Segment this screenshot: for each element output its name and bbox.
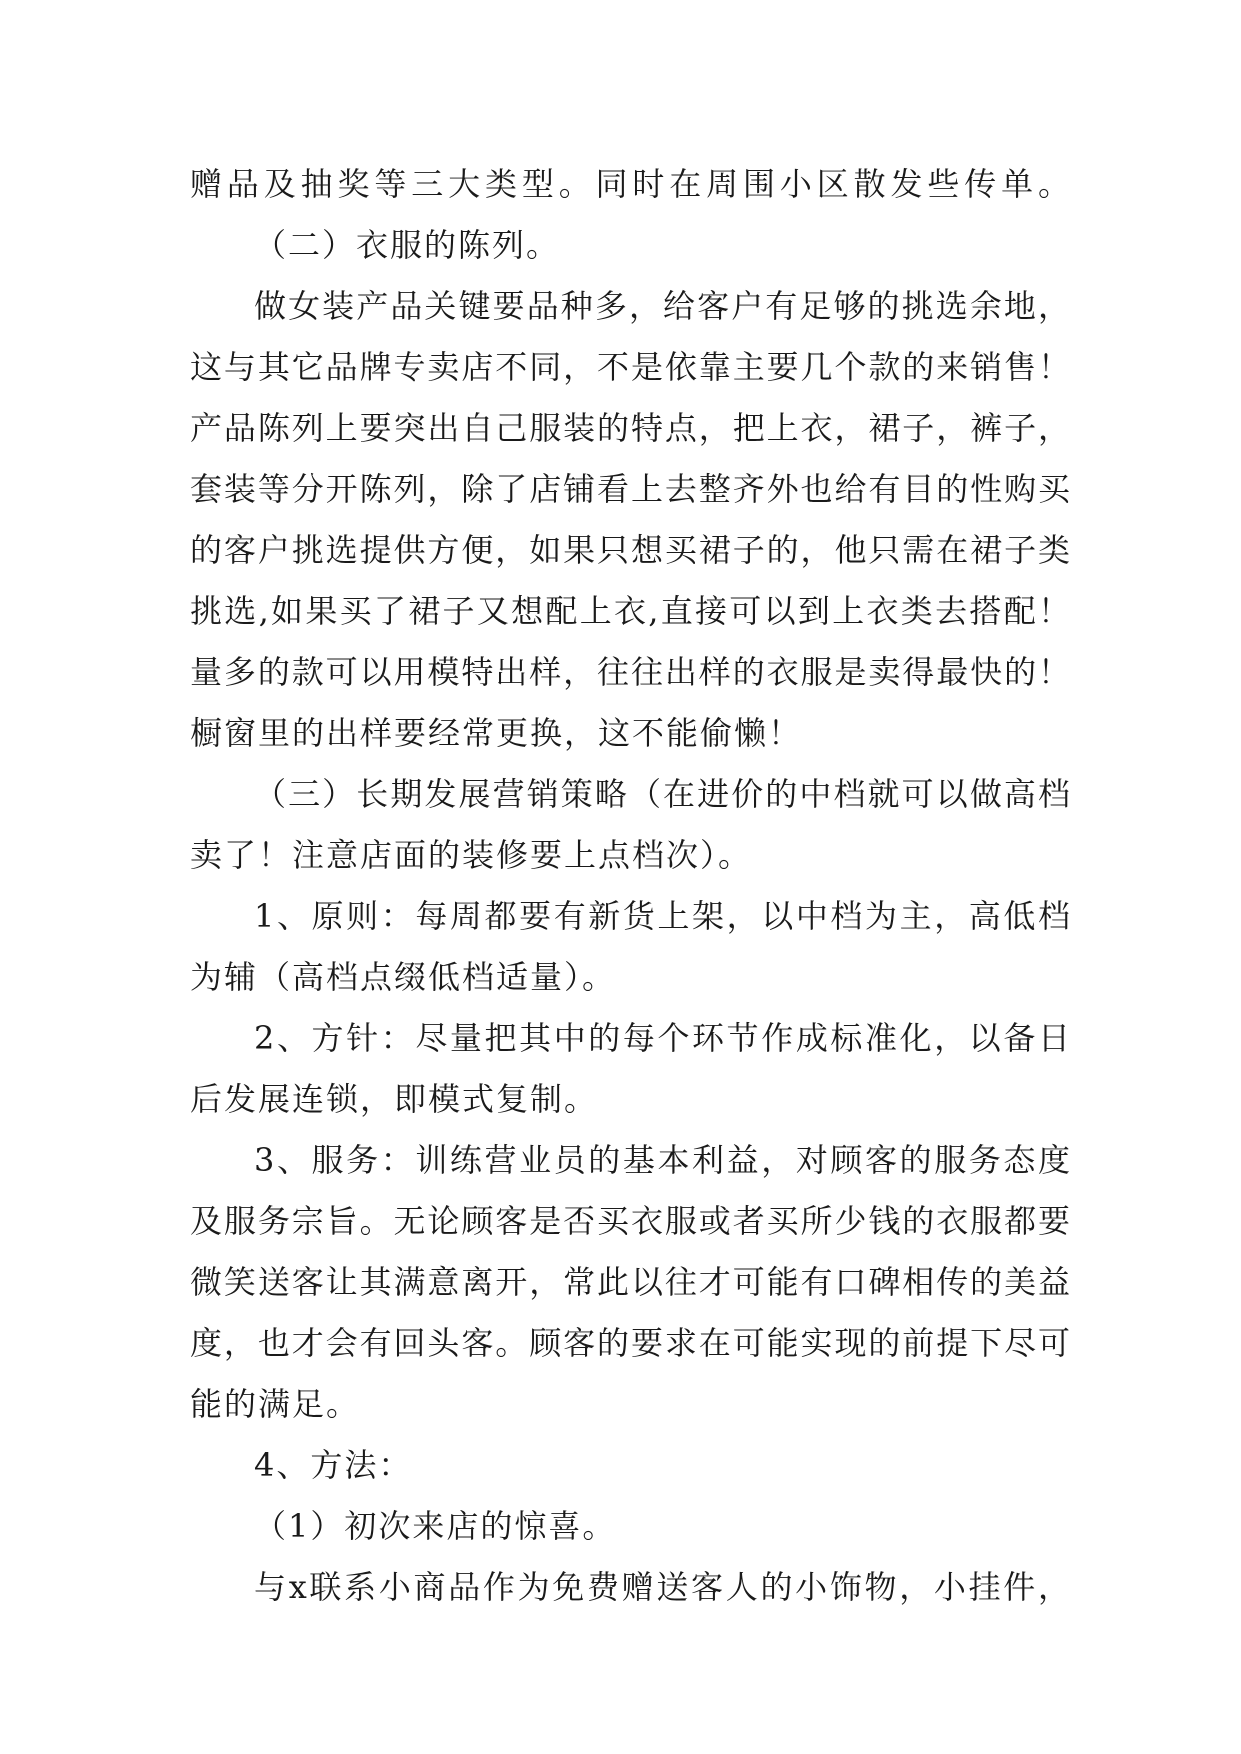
item-policy: 2、方针：尽量把其中的每个环节作成标准化，以备日 — [254, 1019, 1070, 1057]
text-line-4: 这与其它品牌专卖店不同，不是依靠主要几个款的来销售！ — [190, 348, 1070, 386]
item-method: 4、方法： — [254, 1446, 413, 1484]
text-line-20: 度，也才会有回头客。顾客的要求在可能实现的前提下尽可 — [190, 1324, 1070, 1362]
item-service: 3、服务：训练营业员的基本利益，对顾客的服务态度 — [254, 1141, 1070, 1179]
text-line-14: 为辅（高档点缀低档适量）。 — [190, 958, 617, 996]
sub-item-first-visit: （1）初次来店的惊喜。 — [254, 1507, 617, 1545]
text-line-1: 赠品及抽奖等三大类型。同时在周围小区散发些传单。 — [190, 165, 1070, 203]
text-line-5: 产品陈列上要突出自己服装的特点，把上衣，裙子，裤子， — [190, 409, 1070, 447]
section-heading-2: （二）衣服的陈列。 — [254, 226, 561, 264]
text-line-7: 的客户挑选提供方便，如果只想买裙子的，他只需在裙子类 — [190, 531, 1070, 569]
text-line-16: 后发展连锁，即模式复制。 — [190, 1080, 599, 1118]
text-line-24: 与x联系小商品作为免费赠送客人的小饰物，小挂件， — [254, 1568, 1070, 1606]
text-line-21: 能的满足。 — [190, 1385, 361, 1423]
text-line-6: 套装等分开陈列，除了店铺看上去整齐外也给有目的性购买 — [190, 470, 1070, 508]
text-line-9: 量多的款可以用模特出样，往往出样的衣服是卖得最快的！ — [190, 653, 1070, 691]
text-line-8: 挑选,如果买了裙子又想配上衣,直接可以到上衣类去搭配！ — [190, 592, 1070, 630]
text-line-19: 微笑送客让其满意离开，常此以往才可能有口碑相传的美益 — [190, 1263, 1070, 1301]
section-heading-3: （三）长期发展营销策略（在进价的中档就可以做高档 — [254, 775, 1070, 813]
item-principle: 1、原则：每周都要有新货上架，以中档为主，高低档 — [254, 897, 1070, 935]
text-line-10: 橱窗里的出样要经常更换，这不能偷懒！ — [190, 714, 803, 752]
text-line-12: 卖了！注意店面的装修要上点档次）。 — [190, 836, 753, 874]
text-line-18: 及服务宗旨。无论顾客是否买衣服或者买所少钱的衣服都要 — [190, 1202, 1070, 1240]
text-line-3: 做女装产品关键要品种多，给客户有足够的挑选余地， — [254, 287, 1070, 325]
